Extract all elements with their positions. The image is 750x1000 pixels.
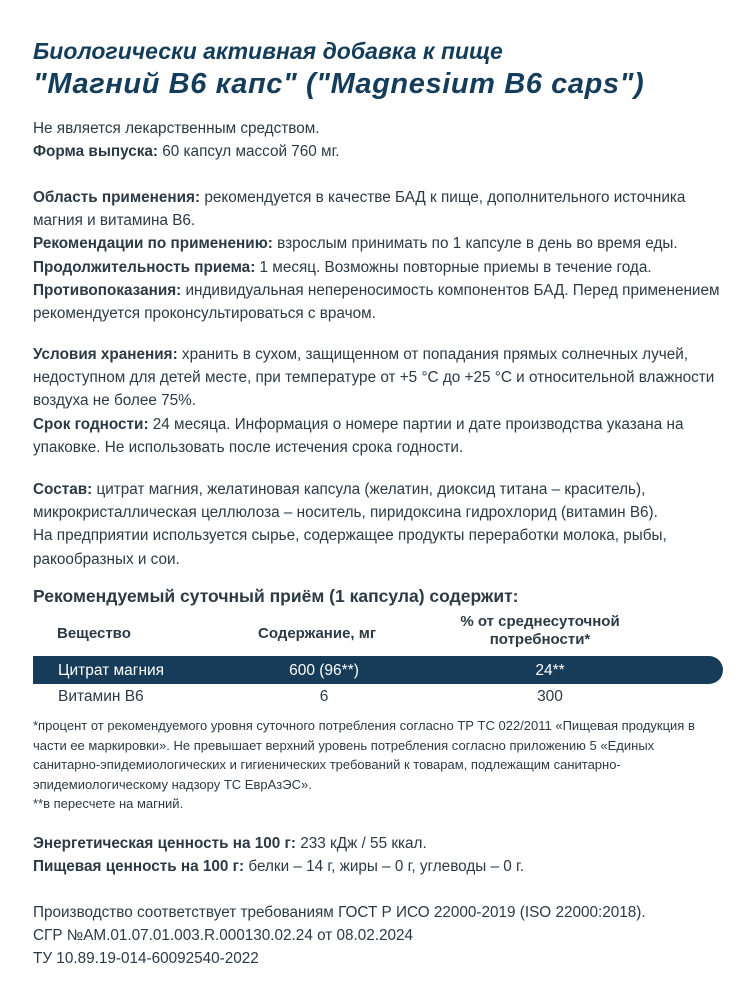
title-line-1: Биологически активная добавка к пище <box>33 38 503 64</box>
column-header-percent <box>460 613 620 649</box>
table-row-1-amount: 600 (96**) <box>289 662 359 679</box>
recommend-line <box>33 232 723 255</box>
area-value: рекомендуется в качестве БАД к пище, дополнительного источника магния и витамина В6. <box>33 189 686 230</box>
footnote-1: *процент от рекомендуемого уровня суточного потребления согласно ТР ТС 022/2011 «Пищевая продукция в части ее маркировки». Не превышает верхний уровень потребления согласно приложению 5 «Единых санитарно-эпидемиологических и гигиенических требований к товарам, подлежащим санитарно-эпидемиологическому надзору ТС ЕврАзЭС». <box>33 718 695 792</box>
composition-section <box>33 478 723 571</box>
conditions-value: хранить в сухом, защищенном от попадания прямых солнечных лучей, недоступном для детей месте, при температуре от +5 °С до +25 °С и относительной влажности воздуха не более 75%. <box>33 346 715 410</box>
shelf-label: Срок годности: <box>33 415 149 433</box>
intro-section <box>33 117 723 163</box>
table-heading: Рекомендуемый суточный приём (1 капсула) содержит: <box>33 586 519 606</box>
area-label: Область применения: <box>33 189 201 206</box>
tu-line: ТУ 10.89.19-014-60092540-2022 <box>33 950 259 968</box>
column-header-substance: Вещество <box>57 625 131 642</box>
composition-label: Состав: <box>33 481 93 498</box>
composition-line <box>33 478 723 524</box>
food-label: Пищевая ценность на 100 г: <box>33 858 245 876</box>
food-value: белки – 14 г, жиры – 0 г, углеводы – 0 г. <box>244 858 524 876</box>
composition-value: цитрат магния, желатиновая капсула (желатин, диоксид титана – краситель), микрокристаллическая целлюлоза – носитель, пиридоксина гидрохлорид (витамин В6). <box>33 481 658 522</box>
energy-line <box>33 832 723 855</box>
footnote-2: **в пересчете на магний. <box>33 796 184 811</box>
recommend-label: Рекомендации по применению: <box>33 235 273 253</box>
not-medicine-text: Не является лекарственным средством. <box>33 120 320 137</box>
table-row-1-name: Цитрат магния <box>58 662 165 679</box>
form-line <box>33 140 723 163</box>
table-row-2-percent: 300 <box>537 688 563 705</box>
contra-label: Противопоказания: <box>33 281 182 299</box>
duration-line <box>33 256 723 279</box>
conditions-line <box>33 343 723 413</box>
contra-line <box>33 279 723 325</box>
duration-label: Продолжительность приема: <box>33 258 256 276</box>
food-value-line <box>33 855 723 878</box>
nutrition-section <box>33 832 723 878</box>
footnotes <box>33 716 723 814</box>
table-row-2-name: Витамин В6 <box>58 688 144 705</box>
table-row-1-percent: 24** <box>535 662 565 679</box>
recommend-value: взрослым принимать по 1 капсуле в день во время еды. <box>272 235 678 253</box>
title-line-2: "Магний B6 капс" ("Magnesium B6 caps") <box>33 68 645 100</box>
certification-section <box>33 901 723 971</box>
conditions-label: Условия хранения: <box>33 346 178 363</box>
allergen-note: На предприятии используется сырье, содержащее продукты переработки молока, рыбы, ракообразных и сои. <box>33 527 667 568</box>
column-header-percent-line2: потребности* <box>489 631 591 648</box>
storage-section <box>33 343 723 459</box>
shelf-line <box>33 413 723 459</box>
energy-label: Энергетическая ценность на 100 г: <box>33 835 296 852</box>
usage-section <box>33 186 723 325</box>
column-header-amount: Содержание, мг <box>258 625 377 642</box>
energy-value: 233 кДж / 55 ккал. <box>296 835 427 852</box>
duration-value: 1 месяц. Возможны повторные приемы в течение года. <box>255 258 652 276</box>
column-header-percent-line1: % от среднесуточной <box>460 613 620 630</box>
contra-value: индивидуальная непереносимость компонентов БАД. Перед применением рекомендуется проконсультироваться с врачом. <box>33 281 720 323</box>
table-row-2-amount: 6 <box>319 688 329 705</box>
gost-line: Производство соответствует требованиям ГОСТ Р ИСО 22000-2019 (ISO 22000:2018). <box>33 904 646 921</box>
shelf-value: 24 месяца. Информация о номере партии и дате производства указана на упаковке. Не использовать после истечения срока годности. <box>33 415 684 456</box>
sgr-line: СГР №AM.01.07.01.003.R.000130.02.24 от 08.02.2024 <box>33 927 414 945</box>
area-line <box>33 186 723 232</box>
form-value: 60 капсул массой 760 мг. <box>158 143 340 161</box>
form-label: Форма выпуска: <box>33 143 159 161</box>
